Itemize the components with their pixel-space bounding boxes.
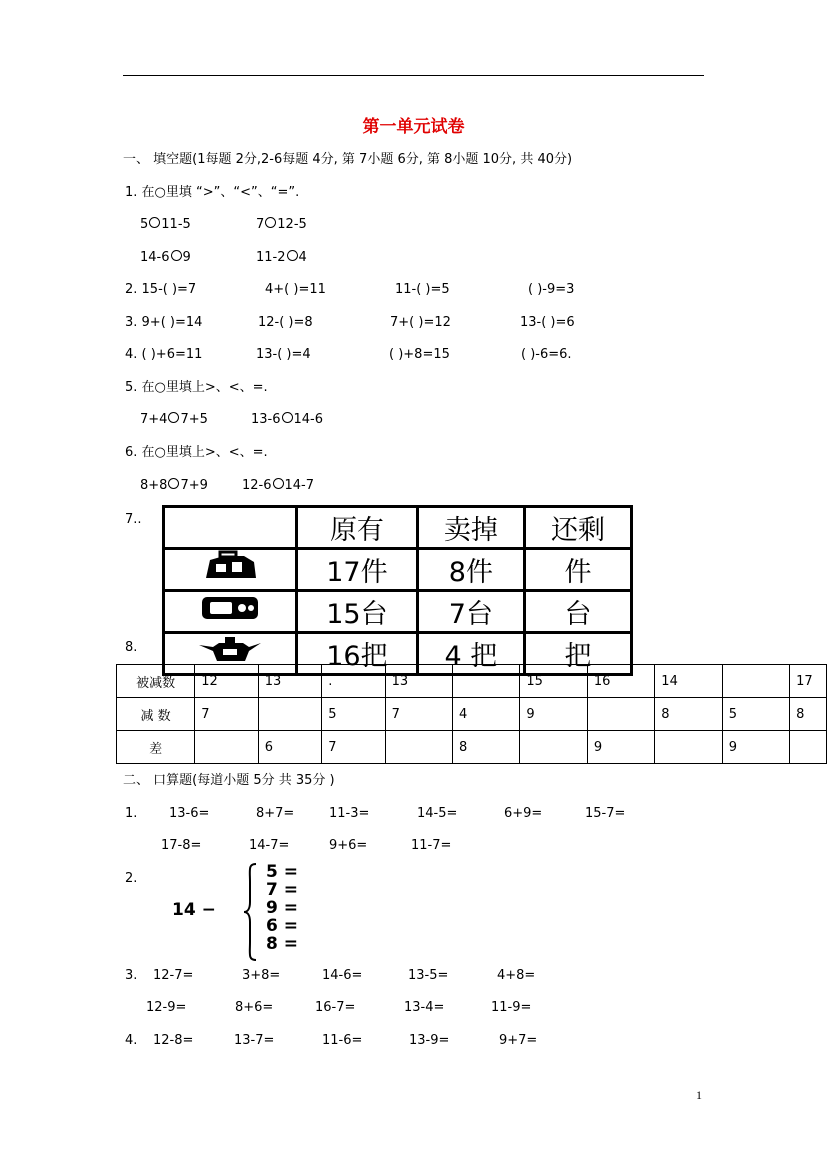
arith-item: 3+8= — [242, 968, 281, 983]
arith-item: 9+7= — [499, 1033, 538, 1048]
q4-item: ( )+8=15 — [389, 347, 450, 362]
table-cell[interactable]: 12 — [195, 665, 259, 698]
brace-item: 5 = — [266, 862, 298, 882]
q1-item: 11-2 4 — [256, 250, 307, 265]
table-cell[interactable] — [453, 665, 520, 698]
table-cell[interactable]: 8 — [790, 698, 827, 731]
q4-item: 13-( )=4 — [256, 347, 311, 362]
table-cell[interactable]: 4 — [453, 698, 520, 731]
original-cell: 16把 — [297, 633, 418, 675]
arith-item: 14-6= — [322, 968, 363, 983]
table-row — [117, 698, 827, 731]
sold-cell: 4 把 — [417, 633, 524, 675]
answer-circle[interactable] — [265, 217, 276, 228]
answer-circle[interactable] — [273, 478, 284, 489]
answer-circle[interactable] — [287, 250, 298, 261]
brace-group — [162, 862, 322, 962]
q2-item: 4+( )=11 — [265, 282, 326, 297]
left-cell[interactable]: 把 — [524, 633, 631, 675]
empty-header-cell — [164, 507, 297, 549]
row-header: 被减数 — [117, 665, 195, 698]
s2-q1-label: 1. — [125, 806, 138, 821]
curly-brace-icon — [242, 862, 258, 962]
arith-item: 13-9= — [409, 1033, 450, 1048]
table-cell[interactable]: 16 — [587, 665, 654, 698]
table-cell[interactable] — [587, 698, 654, 731]
table-row — [117, 665, 827, 698]
arith-item: 14-5= — [417, 806, 458, 821]
table-cell[interactable]: 9 — [520, 698, 587, 731]
original-cell: 15台 — [297, 591, 418, 633]
page-title: 第一单元试卷 — [362, 117, 465, 137]
arith-item: 13-5= — [408, 968, 449, 983]
brace-item: 8 = — [266, 934, 298, 954]
table-cell[interactable]: 5 — [322, 698, 385, 731]
arith-item: 16-7= — [315, 1000, 356, 1015]
q1-item: 7 12-5 — [256, 217, 307, 232]
table-cell[interactable]: 6 — [258, 731, 322, 764]
table-cell[interactable]: 7 — [195, 698, 259, 731]
row-header: 差 — [117, 731, 195, 764]
arith-item: 12-9= — [146, 1000, 187, 1015]
answer-circle[interactable] — [168, 412, 179, 423]
arith-item: 11-9= — [491, 1000, 532, 1015]
q5-item: 7+4 7+5 — [140, 412, 208, 427]
table-cell[interactable]: 9 — [587, 731, 654, 764]
answer-circle[interactable] — [149, 217, 160, 228]
table-cell[interactable]: 8 — [655, 698, 722, 731]
tv-icon — [164, 591, 297, 633]
sold-cell: 8件 — [417, 549, 524, 591]
arith-item: 14-7= — [249, 838, 290, 853]
s2-q2-label: 2. — [125, 871, 138, 886]
q1-label: 1. 在○里填 “>”、“<”、“=”. — [125, 185, 300, 200]
table-cell[interactable]: 13 — [258, 665, 322, 698]
q7-label: 7.. — [125, 512, 142, 527]
arith-item: 6+9= — [504, 806, 543, 821]
arith-item: 13-6= — [169, 806, 210, 821]
answer-circle[interactable] — [168, 478, 179, 489]
q4-item: 4. ( )+6=11 — [125, 347, 203, 362]
q3-item: 7+( )=12 — [390, 315, 451, 330]
q5-item: 13-6 14-6 — [251, 412, 324, 427]
table-cell[interactable] — [722, 665, 789, 698]
section2-heading: 二、 口算题(每道小题 5分 共 35分 ) — [123, 773, 335, 788]
brace-item: 7 = — [266, 880, 298, 900]
q3-item: 12-( )=8 — [258, 315, 313, 330]
answer-circle[interactable] — [171, 250, 182, 261]
table-cell[interactable] — [790, 731, 827, 764]
arith-item: 8+6= — [235, 1000, 274, 1015]
s2-q3-label: 3. — [125, 968, 138, 983]
table-cell[interactable] — [385, 731, 452, 764]
table-cell[interactable]: 8 — [453, 731, 520, 764]
table-cell[interactable] — [520, 731, 587, 764]
arith-item: 15-7= — [585, 806, 626, 821]
table-cell[interactable]: 14 — [655, 665, 722, 698]
table-row — [117, 731, 827, 764]
q8-label: 8. — [125, 640, 138, 655]
bag-icon — [164, 549, 297, 591]
table-cell[interactable]: . — [322, 665, 385, 698]
sold-cell: 7台 — [417, 591, 524, 633]
q6-item: 12-6 14-7 — [242, 478, 315, 493]
q5-label: 5. 在○里填上>、<、=. — [125, 380, 268, 395]
arith-item: 12-7= — [153, 968, 194, 983]
arith-item: 12-8= — [153, 1033, 194, 1048]
section1-heading: 一、 填空题(1每题 2分,2-6每题 4分, 第 7小题 6分, 第 8小题 10分, 共 40分) — [123, 152, 573, 167]
q2-item: ( )-9=3 — [528, 282, 575, 297]
q2-item: 11-( )=5 — [395, 282, 450, 297]
q6-label: 6. 在○里填上>、<、=. — [125, 445, 268, 460]
q3-item: 3. 9+( )=14 — [125, 315, 203, 330]
q3-item: 13-( )=6 — [520, 315, 575, 330]
arith-item: 13-4= — [404, 1000, 445, 1015]
original-cell: 17件 — [297, 549, 418, 591]
brace-base: 14 − — [172, 900, 216, 920]
arith-item: 11-7= — [411, 838, 452, 853]
header-left: 还剩 — [524, 507, 631, 549]
q6-item: 8+8 7+9 — [140, 478, 208, 493]
arith-item: 13-7= — [234, 1033, 275, 1048]
q2-item: 2. 15-( )=7 — [125, 282, 197, 297]
table-cell[interactable] — [655, 731, 722, 764]
arith-item: 9+6= — [329, 838, 368, 853]
row-header: 减 数 — [117, 698, 195, 731]
s2-q4-label: 4. — [125, 1033, 138, 1048]
table-cell[interactable]: 9 — [722, 731, 789, 764]
q7-picture-table — [162, 505, 633, 672]
table-cell[interactable] — [195, 731, 259, 764]
arith-item: 4+8= — [497, 968, 536, 983]
answer-circle[interactable] — [282, 412, 293, 423]
table-cell[interactable] — [258, 698, 322, 731]
arith-item: 8+7= — [256, 806, 295, 821]
brace-item: 6 = — [266, 916, 298, 936]
table-cell[interactable]: 17 — [790, 665, 827, 698]
left-cell[interactable]: 件 — [524, 549, 631, 591]
table-cell[interactable]: 7 — [322, 731, 385, 764]
arith-item: 11-3= — [329, 806, 370, 821]
header-original: 原有 — [297, 507, 418, 549]
brace-item: 9 = — [266, 898, 298, 918]
q4-item: ( )-6=6. — [521, 347, 572, 362]
table-cell[interactable]: 15 — [520, 665, 587, 698]
q8-table — [116, 664, 827, 764]
q1-item: 14-6 9 — [140, 250, 191, 265]
q1-item: 5 11-5 — [140, 217, 191, 232]
table-cell[interactable]: 7 — [385, 698, 452, 731]
header-sold: 卖掉 — [417, 507, 524, 549]
table-cell[interactable]: 13 — [385, 665, 452, 698]
header-rule — [123, 75, 704, 76]
page-number: 1 — [696, 1088, 702, 1102]
table-cell[interactable]: 5 — [722, 698, 789, 731]
left-cell[interactable]: 台 — [524, 591, 631, 633]
arith-item: 11-6= — [322, 1033, 363, 1048]
arith-item: 17-8= — [161, 838, 202, 853]
